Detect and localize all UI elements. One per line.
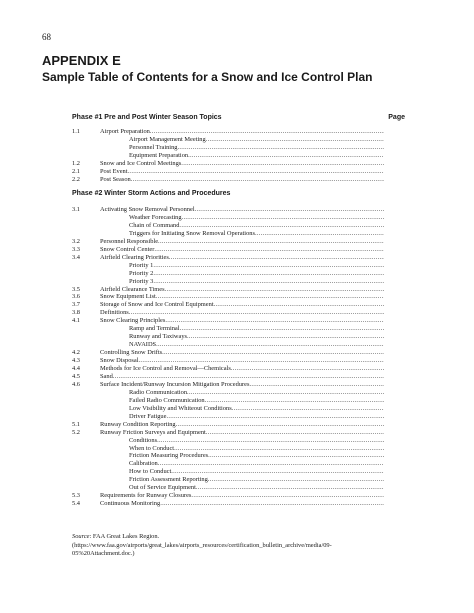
toc-entry-text: Radio Communication ..... (129, 389, 384, 397)
toc-entry-text: Conditions ..... (129, 437, 384, 445)
toc-entry (72, 468, 384, 476)
toc-entry-number: 3.7 (72, 301, 80, 309)
toc-entry (72, 230, 384, 238)
toc-entry-number: 3.4 (72, 253, 80, 261)
toc-entry (72, 421, 384, 429)
source-url: (https://www.faa.gov/airports/great_lakes/airports_resources/certification_bulletin_archive/media/09-05%20Attachment.doc.) (72, 542, 332, 557)
toc-entry-number: 3.1 (72, 206, 80, 213)
toc-entry-number: 2.2 (72, 175, 80, 183)
toc-entry-number: 4.2 (72, 349, 80, 357)
toc-entry (72, 309, 384, 317)
toc-entry (72, 349, 384, 357)
toc-entry (72, 429, 384, 437)
appendix-label: APPENDIX E (42, 53, 121, 68)
toc-entry (72, 152, 384, 160)
toc-entry (72, 238, 384, 246)
toc-entry-text: Snow Control Center ..... (100, 246, 384, 254)
toc-entry-text: Failed Radio Communication ..... (129, 397, 384, 405)
toc-entry (72, 301, 384, 309)
toc-entry (72, 222, 384, 230)
toc-entry-number: 4.3 (72, 357, 80, 365)
toc-entry-text: Requirements for Runway Closures ..... (100, 492, 384, 500)
toc-entry (72, 262, 384, 270)
toc-entry (72, 445, 384, 453)
source-label: Source (72, 533, 90, 540)
toc-entry-number: 4.6 (72, 380, 80, 388)
page-column-header: Page (388, 114, 405, 121)
toc-entry-number: 4.4 (72, 365, 80, 372)
toc-entry-text: Friction Assessment Reporting ..... (129, 476, 384, 484)
toc-entry (72, 270, 384, 278)
toc-entry (72, 452, 384, 460)
toc-entry (72, 413, 384, 421)
toc-entry (72, 144, 384, 152)
toc-entry-text: Driver Fatigue ..... (129, 413, 384, 421)
toc-entry (72, 278, 384, 286)
toc-entry-text: Post Season ..... (100, 176, 384, 184)
toc-entry-text: Priority 3 ..... (129, 278, 384, 286)
toc-entry (72, 397, 384, 405)
toc-entry-text: Snow Disposal ..... (100, 357, 384, 365)
phase1-heading: Phase #1 Pre and Post Winter Season Topics (72, 114, 222, 121)
page-number: 68 (42, 32, 51, 42)
toc-entry-text: Snow Equipment List ..... (100, 293, 384, 301)
toc-entry-text: Triggers for Initiating Snow Removal Operations ..... (129, 230, 384, 238)
toc-entry (72, 333, 384, 341)
toc-entry-text: Equipment Preparation ..... (129, 152, 384, 160)
phase2-heading: Phase #2 Winter Storm Actions and Procedures (72, 190, 231, 197)
toc-entry-text: Activating Snow Removal Personnel ..... (100, 206, 384, 214)
toc-entry-text: Weather Forecasting ..... (129, 214, 384, 222)
toc-entry-text: Runway and Taxiways ..... (129, 333, 384, 341)
toc-entry (72, 317, 384, 325)
toc-entry-text: When to Conduct ..... (129, 445, 384, 453)
toc-entry-text: Ramp and Terminal ..... (129, 325, 384, 333)
toc-entry-number: 3.5 (72, 285, 80, 293)
toc-entry-text: NAVAIDS ..... (129, 341, 384, 349)
toc-entry-number: 1.2 (72, 159, 80, 167)
toc-entry-text: Airfield Clearing Priorities ..... (100, 254, 384, 262)
toc-entry-number: 5.1 (72, 420, 80, 428)
toc-entry-text: Airport Preparation ..... (100, 128, 384, 136)
toc-entry-text: Airport Management Meeting ..... (129, 136, 384, 144)
document-title: Sample Table of Contents for a Snow and Ice Control Plan (42, 70, 373, 84)
toc-entry-number: 4.5 (72, 372, 80, 380)
toc-entry-text: Surface Incident/Runway Incursion Mitigation Procedures ..... (100, 381, 384, 389)
toc-entry-text: Personnel Training ..... (129, 144, 384, 152)
toc-entry-text: Runway Friction Surveys and Equipment ..... (100, 429, 384, 437)
toc-entry-number: 3.3 (72, 245, 80, 253)
toc-entry (72, 168, 384, 176)
toc-entry-text: Runway Condition Reporting ..... (100, 421, 384, 429)
toc-entry-text: How to Conduct ..... (129, 468, 384, 476)
source-text: : FAA Great Lakes Region. (89, 533, 160, 540)
toc-entry-number: 3.2 (72, 237, 80, 245)
toc-entry-text: Chain of Command ..... (129, 222, 384, 230)
toc-entry-number: 3.8 (72, 309, 80, 317)
toc-entry-number: 4.1 (72, 317, 80, 325)
toc-entry (72, 293, 384, 301)
toc-entry-text: Calibration ..... (129, 460, 384, 468)
toc-entry (72, 206, 384, 214)
toc-entry (72, 492, 384, 500)
toc-entry (72, 176, 384, 184)
toc-entry-text: Snow Clearing Principles ..... (100, 317, 384, 325)
toc-entry-number: 2.1 (72, 167, 80, 175)
toc-entry (72, 246, 384, 254)
toc-entry-number: 5.4 (72, 500, 80, 508)
toc-entry (72, 160, 384, 168)
toc-entry-text: Sand ..... (100, 373, 384, 381)
toc-entry (72, 476, 384, 484)
source-note (72, 533, 159, 541)
toc-entry (72, 373, 384, 381)
toc-entry-text: Continuous Monitoring ..... (100, 500, 384, 508)
toc-entry (72, 136, 384, 144)
toc-entry-text: Airfield Clearance Times ..... (100, 286, 384, 294)
toc-entry-text: Snow and Ice Control Meetings ..... (100, 160, 384, 168)
toc-entry-text: Storage of Snow and Ice Control Equipment ..... (100, 301, 384, 309)
toc-entry (72, 437, 384, 445)
toc-entry (72, 341, 384, 349)
toc-entry (72, 484, 384, 492)
toc-entry (72, 325, 384, 333)
toc-entry-text: Priority 2 ..... (129, 270, 384, 278)
toc-entry (72, 214, 384, 222)
toc-entry (72, 460, 384, 468)
toc-entry (72, 254, 384, 262)
toc-entry-number: 1.1 (72, 128, 80, 135)
toc-entry-text: Definitions ..... (100, 309, 384, 317)
toc-entry (72, 381, 384, 389)
toc-entry-text: Methods for Ice Control and Removal—Chemicals ..... (100, 365, 384, 373)
toc-entry (72, 286, 384, 294)
toc-entry-number: 5.3 (72, 492, 80, 500)
toc-entry-text: Out of Service Equipment ..... (129, 484, 384, 492)
toc-entry-text: Personnel Responsible ..... (100, 238, 384, 246)
toc-entry-text: Priority 1 ..... (129, 262, 384, 270)
toc-entry (72, 128, 384, 136)
toc-entry-text: Post Event ..... (100, 168, 384, 176)
toc-entry (72, 389, 384, 397)
toc-entry-text: Controlling Snow Drifts ..... (100, 349, 384, 357)
toc-entry-number: 3.6 (72, 293, 80, 301)
toc-entry-number: 5.2 (72, 428, 80, 436)
toc-entry (72, 357, 384, 365)
toc-entry (72, 405, 384, 413)
toc-entry-text: Friction Measuring Procedures ..... (129, 452, 384, 460)
toc-entry (72, 365, 384, 373)
toc-entry-text: Low Visibility and Whiteout Conditions ..... (129, 405, 384, 413)
toc-entry (72, 500, 384, 508)
